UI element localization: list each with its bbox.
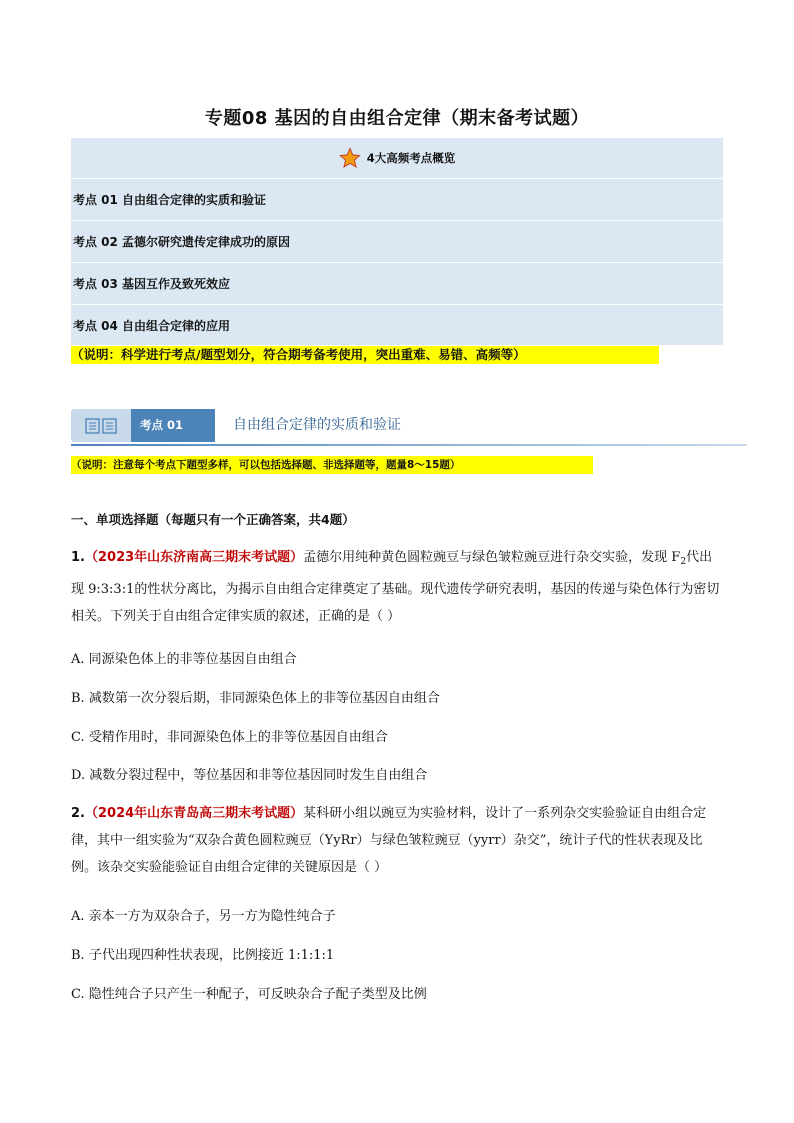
section-label: 考点 01	[140, 418, 184, 432]
note-highlight: （说明：科学进行考点/题型划分，符合期考备考使用，突出重难、易错、高频等）	[71, 346, 659, 364]
overview-item[interactable]: 考点 02 孟德尔研究遗传定律成功的原因	[71, 221, 723, 263]
option-d[interactable]: D. 减数分裂过程中，等位基因和非等位基因同时发生自由组合	[71, 768, 428, 783]
option-a[interactable]: A. 亲本一方为双杂合子，另一方为隐性纯合子	[71, 909, 336, 924]
note-highlight: （说明：注意每个考点下题型多样，可以包括选择题、非选择题等，题量8～15题）	[71, 456, 593, 474]
question-number: 1.	[71, 550, 85, 565]
option-a[interactable]: A. 同源染色体上的非等位基因自由组合	[71, 652, 297, 667]
overview-table	[71, 138, 723, 345]
overview-heading	[71, 138, 723, 179]
question-2	[71, 800, 725, 881]
overview-heading-text: 4大高频考点概览	[366, 151, 456, 165]
question-text: 某科研小组以豌豆为实验材料，设计了一系列杂交实验验证自由组合定律，其中一组实验为“双杂合黄色圆粒豌豆（YyRr）与绿色皱粒豌豆（yyrr）杂交”，统计子代的性状表现及比例。该杂交实验能验证自由组合定律的关键原因是（ ）	[71, 806, 707, 875]
overview-item[interactable]: 考点 04 自由组合定律的应用	[73, 319, 231, 333]
option-b[interactable]: B. 子代出现四种性状表现，比例接近 1:1:1:1	[71, 948, 335, 963]
overview-item[interactable]: 考点 01 自由组合定律的实质和验证	[71, 179, 723, 221]
option-b[interactable]: B. 减数第一次分裂后期，非同源染色体上的非等位基因自由组合	[71, 691, 440, 706]
page-title: 专题08 基因的自由组合定律（期末备考试题）	[204, 108, 590, 129]
part-title: 一、单项选择题（每题只有一个正确答案，共4题）	[71, 512, 355, 527]
section-divider	[71, 444, 747, 446]
question-1	[71, 544, 725, 630]
option-c[interactable]: C. 受精作用时，非同源染色体上的非等位基因自由组合	[71, 730, 388, 745]
star-icon	[339, 147, 361, 169]
question-text-cont: 代出现 9:3:3:1的性状分离比，为揭示自由组合定律奠定了基础。现代遗传学研究表明，基因的传递与染色体行为密切相关。下列关于自由组合定律实质的叙述，正确的是（ ）	[71, 550, 720, 624]
subscript: 2	[680, 557, 687, 567]
section-title: 自由组合定律的实质和验证	[233, 417, 401, 433]
question-source: （2024年山东青岛高三期末考试题）	[84, 806, 304, 821]
question-text: 孟德尔用纯种黄色圆粒豌豆与绿色皱粒豌豆进行杂交实验，发现 F	[303, 550, 681, 565]
option-c[interactable]: C. 隐性纯合子只产生一种配子，可反映杂合子配子类型及比例	[71, 987, 427, 1002]
book-icon	[84, 417, 118, 435]
section-icon-box	[71, 409, 131, 442]
question-number: 2.	[71, 806, 85, 821]
question-source: （2023年山东济南高三期末考试题）	[84, 550, 304, 565]
overview-item[interactable]: 考点 03 基因互作及致死效应	[71, 263, 723, 305]
